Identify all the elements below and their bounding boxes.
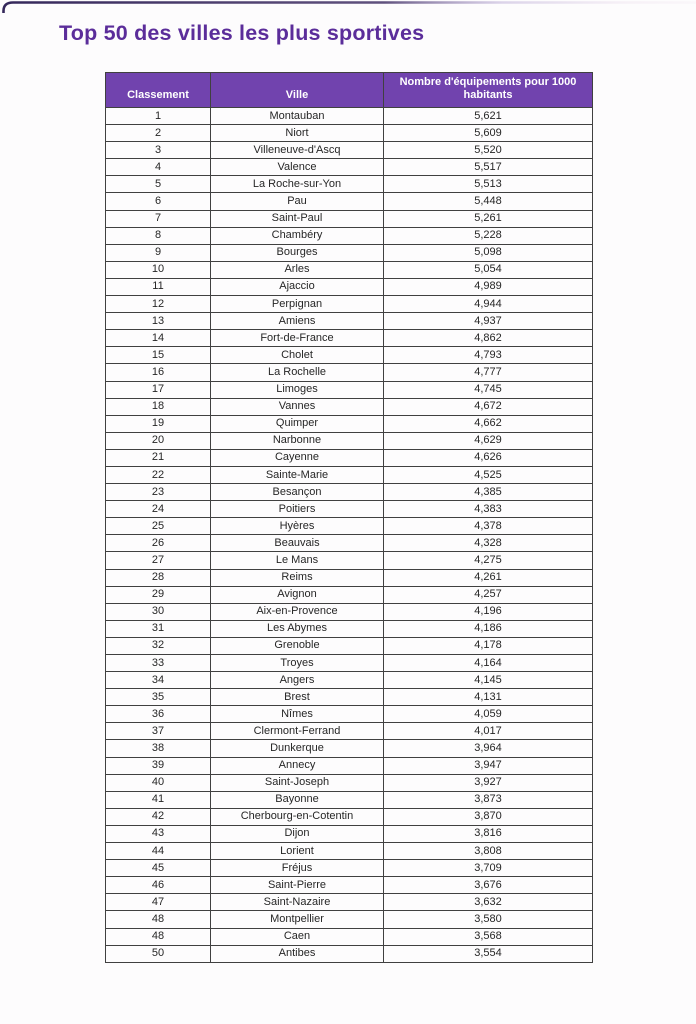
header-equipements: Nombre d'équipements pour 1000 habitants (384, 73, 593, 108)
table-body (106, 108, 593, 963)
value-cell: 4,164 (384, 655, 593, 672)
value-cell: 5,098 (384, 244, 593, 261)
city-cell: Antibes (211, 945, 384, 962)
rank-cell: 34 (106, 672, 211, 689)
value-cell: 4,672 (384, 398, 593, 415)
table-header (106, 73, 593, 108)
value-cell: 4,196 (384, 603, 593, 620)
value-cell: 4,662 (384, 415, 593, 432)
table-row (106, 689, 593, 706)
value-cell: 3,870 (384, 808, 593, 825)
table-row (106, 655, 593, 672)
value-cell: 3,676 (384, 877, 593, 894)
rank-cell: 48 (106, 911, 211, 928)
rank-cell: 2 (106, 125, 211, 142)
table-row (106, 330, 593, 347)
rank-cell: 31 (106, 620, 211, 637)
rank-cell: 8 (106, 227, 211, 244)
city-cell: Valence (211, 159, 384, 176)
table-row (106, 176, 593, 193)
city-cell: Vannes (211, 398, 384, 415)
value-cell: 4,178 (384, 637, 593, 654)
value-cell: 3,964 (384, 740, 593, 757)
city-cell: Le Mans (211, 552, 384, 569)
table-row (106, 398, 593, 415)
rank-cell: 20 (106, 432, 211, 449)
value-cell: 4,944 (384, 296, 593, 313)
table-row (106, 928, 593, 945)
rank-cell: 15 (106, 347, 211, 364)
rank-cell: 10 (106, 261, 211, 278)
value-cell: 4,186 (384, 620, 593, 637)
table-row (106, 706, 593, 723)
rank-cell: 21 (106, 449, 211, 466)
value-cell: 4,131 (384, 689, 593, 706)
table-row (106, 672, 593, 689)
city-cell: Les Abymes (211, 620, 384, 637)
rank-cell: 39 (106, 757, 211, 774)
value-cell: 5,621 (384, 108, 593, 125)
rank-cell: 23 (106, 484, 211, 501)
table-row (106, 484, 593, 501)
city-cell: Ajaccio (211, 278, 384, 295)
city-cell: Dijon (211, 825, 384, 842)
value-cell: 4,937 (384, 313, 593, 330)
city-cell: Sainte-Marie (211, 466, 384, 483)
city-cell: Bourges (211, 244, 384, 261)
table-row (106, 518, 593, 535)
table-row (106, 586, 593, 603)
city-cell: Troyes (211, 655, 384, 672)
city-cell: Cholet (211, 347, 384, 364)
city-cell: Fréjus (211, 860, 384, 877)
rank-cell: 48 (106, 928, 211, 945)
city-cell: Annecy (211, 757, 384, 774)
rank-cell: 24 (106, 501, 211, 518)
value-cell: 5,228 (384, 227, 593, 244)
rank-cell: 18 (106, 398, 211, 415)
table-row (106, 535, 593, 552)
rank-cell: 33 (106, 655, 211, 672)
rank-cell: 28 (106, 569, 211, 586)
table-row (106, 313, 593, 330)
rank-cell: 12 (106, 296, 211, 313)
rank-cell: 26 (106, 535, 211, 552)
value-cell: 3,632 (384, 894, 593, 911)
table-row (106, 142, 593, 159)
table-row (106, 244, 593, 261)
city-cell: Grenoble (211, 637, 384, 654)
value-cell: 3,873 (384, 791, 593, 808)
value-cell: 3,709 (384, 860, 593, 877)
rank-cell: 29 (106, 586, 211, 603)
table-row (106, 125, 593, 142)
table-row (106, 261, 593, 278)
rank-cell: 42 (106, 808, 211, 825)
rank-cell: 35 (106, 689, 211, 706)
rank-cell: 19 (106, 415, 211, 432)
value-cell: 4,989 (384, 278, 593, 295)
rank-cell: 45 (106, 860, 211, 877)
value-cell: 4,862 (384, 330, 593, 347)
rank-cell: 22 (106, 466, 211, 483)
value-cell: 5,513 (384, 176, 593, 193)
rank-cell: 50 (106, 945, 211, 962)
rank-cell: 5 (106, 176, 211, 193)
city-cell: Saint-Pierre (211, 877, 384, 894)
rank-cell: 16 (106, 364, 211, 381)
rank-cell: 6 (106, 193, 211, 210)
value-cell: 4,793 (384, 347, 593, 364)
city-cell: Reims (211, 569, 384, 586)
header-ville: Ville (211, 73, 384, 108)
rank-cell: 38 (106, 740, 211, 757)
value-cell: 5,517 (384, 159, 593, 176)
rank-cell: 36 (106, 706, 211, 723)
table-row (106, 415, 593, 432)
value-cell: 4,261 (384, 569, 593, 586)
value-cell: 5,520 (384, 142, 593, 159)
city-cell: Beauvais (211, 535, 384, 552)
value-cell: 4,525 (384, 466, 593, 483)
table-row (106, 808, 593, 825)
page-title: Top 50 des villes les plus sportives (59, 21, 425, 45)
table-row (106, 278, 593, 295)
city-cell: Montauban (211, 108, 384, 125)
value-cell: 5,448 (384, 193, 593, 210)
rank-cell: 32 (106, 637, 211, 654)
city-cell: Bayonne (211, 791, 384, 808)
city-cell: Narbonne (211, 432, 384, 449)
table-row (106, 911, 593, 928)
city-cell: Perpignan (211, 296, 384, 313)
city-cell: La Roche-sur-Yon (211, 176, 384, 193)
table-row (106, 552, 593, 569)
ranking-table (105, 72, 593, 963)
rank-cell: 3 (106, 142, 211, 159)
value-cell: 4,777 (384, 364, 593, 381)
value-cell: 5,261 (384, 210, 593, 227)
table-row (106, 364, 593, 381)
rank-cell: 46 (106, 877, 211, 894)
city-cell: Limoges (211, 381, 384, 398)
city-cell: Cherbourg-en-Cotentin (211, 808, 384, 825)
value-cell: 4,745 (384, 381, 593, 398)
table-row (106, 620, 593, 637)
city-cell: Hyères (211, 518, 384, 535)
city-cell: Poitiers (211, 501, 384, 518)
rank-cell: 9 (106, 244, 211, 261)
table-row (106, 159, 593, 176)
table-row (106, 193, 593, 210)
rank-cell: 1 (106, 108, 211, 125)
rank-cell: 4 (106, 159, 211, 176)
rank-cell: 25 (106, 518, 211, 535)
value-cell: 4,385 (384, 484, 593, 501)
city-cell: Besançon (211, 484, 384, 501)
table-row (106, 757, 593, 774)
rank-cell: 47 (106, 894, 211, 911)
rank-cell: 13 (106, 313, 211, 330)
city-cell: Niort (211, 125, 384, 142)
table-row (106, 296, 593, 313)
city-cell: Brest (211, 689, 384, 706)
table-row (106, 108, 593, 125)
table-row (106, 449, 593, 466)
city-cell: Lorient (211, 843, 384, 860)
rank-cell: 17 (106, 381, 211, 398)
table-row (106, 569, 593, 586)
table-row (106, 740, 593, 757)
city-cell: Montpellier (211, 911, 384, 928)
city-cell: Pau (211, 193, 384, 210)
city-cell: Avignon (211, 586, 384, 603)
value-cell: 5,609 (384, 125, 593, 142)
value-cell: 3,816 (384, 825, 593, 842)
city-cell: Nîmes (211, 706, 384, 723)
value-cell: 3,947 (384, 757, 593, 774)
table-row (106, 860, 593, 877)
rank-cell: 41 (106, 791, 211, 808)
rank-cell: 7 (106, 210, 211, 227)
value-cell: 4,257 (384, 586, 593, 603)
value-cell: 4,059 (384, 706, 593, 723)
city-cell: Clermont-Ferrand (211, 723, 384, 740)
table-row (106, 825, 593, 842)
table-row (106, 637, 593, 654)
table-row (106, 894, 593, 911)
table-row (106, 381, 593, 398)
table-row (106, 774, 593, 791)
value-cell: 4,328 (384, 535, 593, 552)
value-cell: 4,626 (384, 449, 593, 466)
city-cell: Saint-Paul (211, 210, 384, 227)
value-cell: 4,378 (384, 518, 593, 535)
value-cell: 3,808 (384, 843, 593, 860)
table-row (106, 791, 593, 808)
top-border-decoration (0, 0, 696, 14)
value-cell: 4,145 (384, 672, 593, 689)
city-cell: Fort-de-France (211, 330, 384, 347)
rank-cell: 30 (106, 603, 211, 620)
city-cell: Quimper (211, 415, 384, 432)
rank-cell: 44 (106, 843, 211, 860)
value-cell: 4,629 (384, 432, 593, 449)
value-cell: 3,927 (384, 774, 593, 791)
table-row (106, 945, 593, 962)
rank-cell: 27 (106, 552, 211, 569)
city-cell: Caen (211, 928, 384, 945)
rank-cell: 11 (106, 278, 211, 295)
value-cell: 3,580 (384, 911, 593, 928)
table-row (106, 432, 593, 449)
city-cell: Chambéry (211, 227, 384, 244)
city-cell: Saint-Nazaire (211, 894, 384, 911)
city-cell: Villeneuve-d'Ascq (211, 142, 384, 159)
table-row (106, 877, 593, 894)
table-row (106, 210, 593, 227)
city-cell: Angers (211, 672, 384, 689)
rank-cell: 40 (106, 774, 211, 791)
table-row (106, 347, 593, 364)
value-cell: 3,568 (384, 928, 593, 945)
rank-cell: 43 (106, 825, 211, 842)
city-cell: Arles (211, 261, 384, 278)
table-row (106, 227, 593, 244)
city-cell: La Rochelle (211, 364, 384, 381)
table-row (106, 723, 593, 740)
value-cell: 4,275 (384, 552, 593, 569)
rank-cell: 14 (106, 330, 211, 347)
city-cell: Cayenne (211, 449, 384, 466)
table-row (106, 603, 593, 620)
city-cell: Saint-Joseph (211, 774, 384, 791)
value-cell: 5,054 (384, 261, 593, 278)
table-row (106, 466, 593, 483)
city-cell: Aix-en-Provence (211, 603, 384, 620)
rank-cell: 37 (106, 723, 211, 740)
city-cell: Amiens (211, 313, 384, 330)
table-row (106, 843, 593, 860)
header-classement: Classement (106, 73, 211, 108)
table-row (106, 501, 593, 518)
value-cell: 4,383 (384, 501, 593, 518)
value-cell: 3,554 (384, 945, 593, 962)
value-cell: 4,017 (384, 723, 593, 740)
city-cell: Dunkerque (211, 740, 384, 757)
